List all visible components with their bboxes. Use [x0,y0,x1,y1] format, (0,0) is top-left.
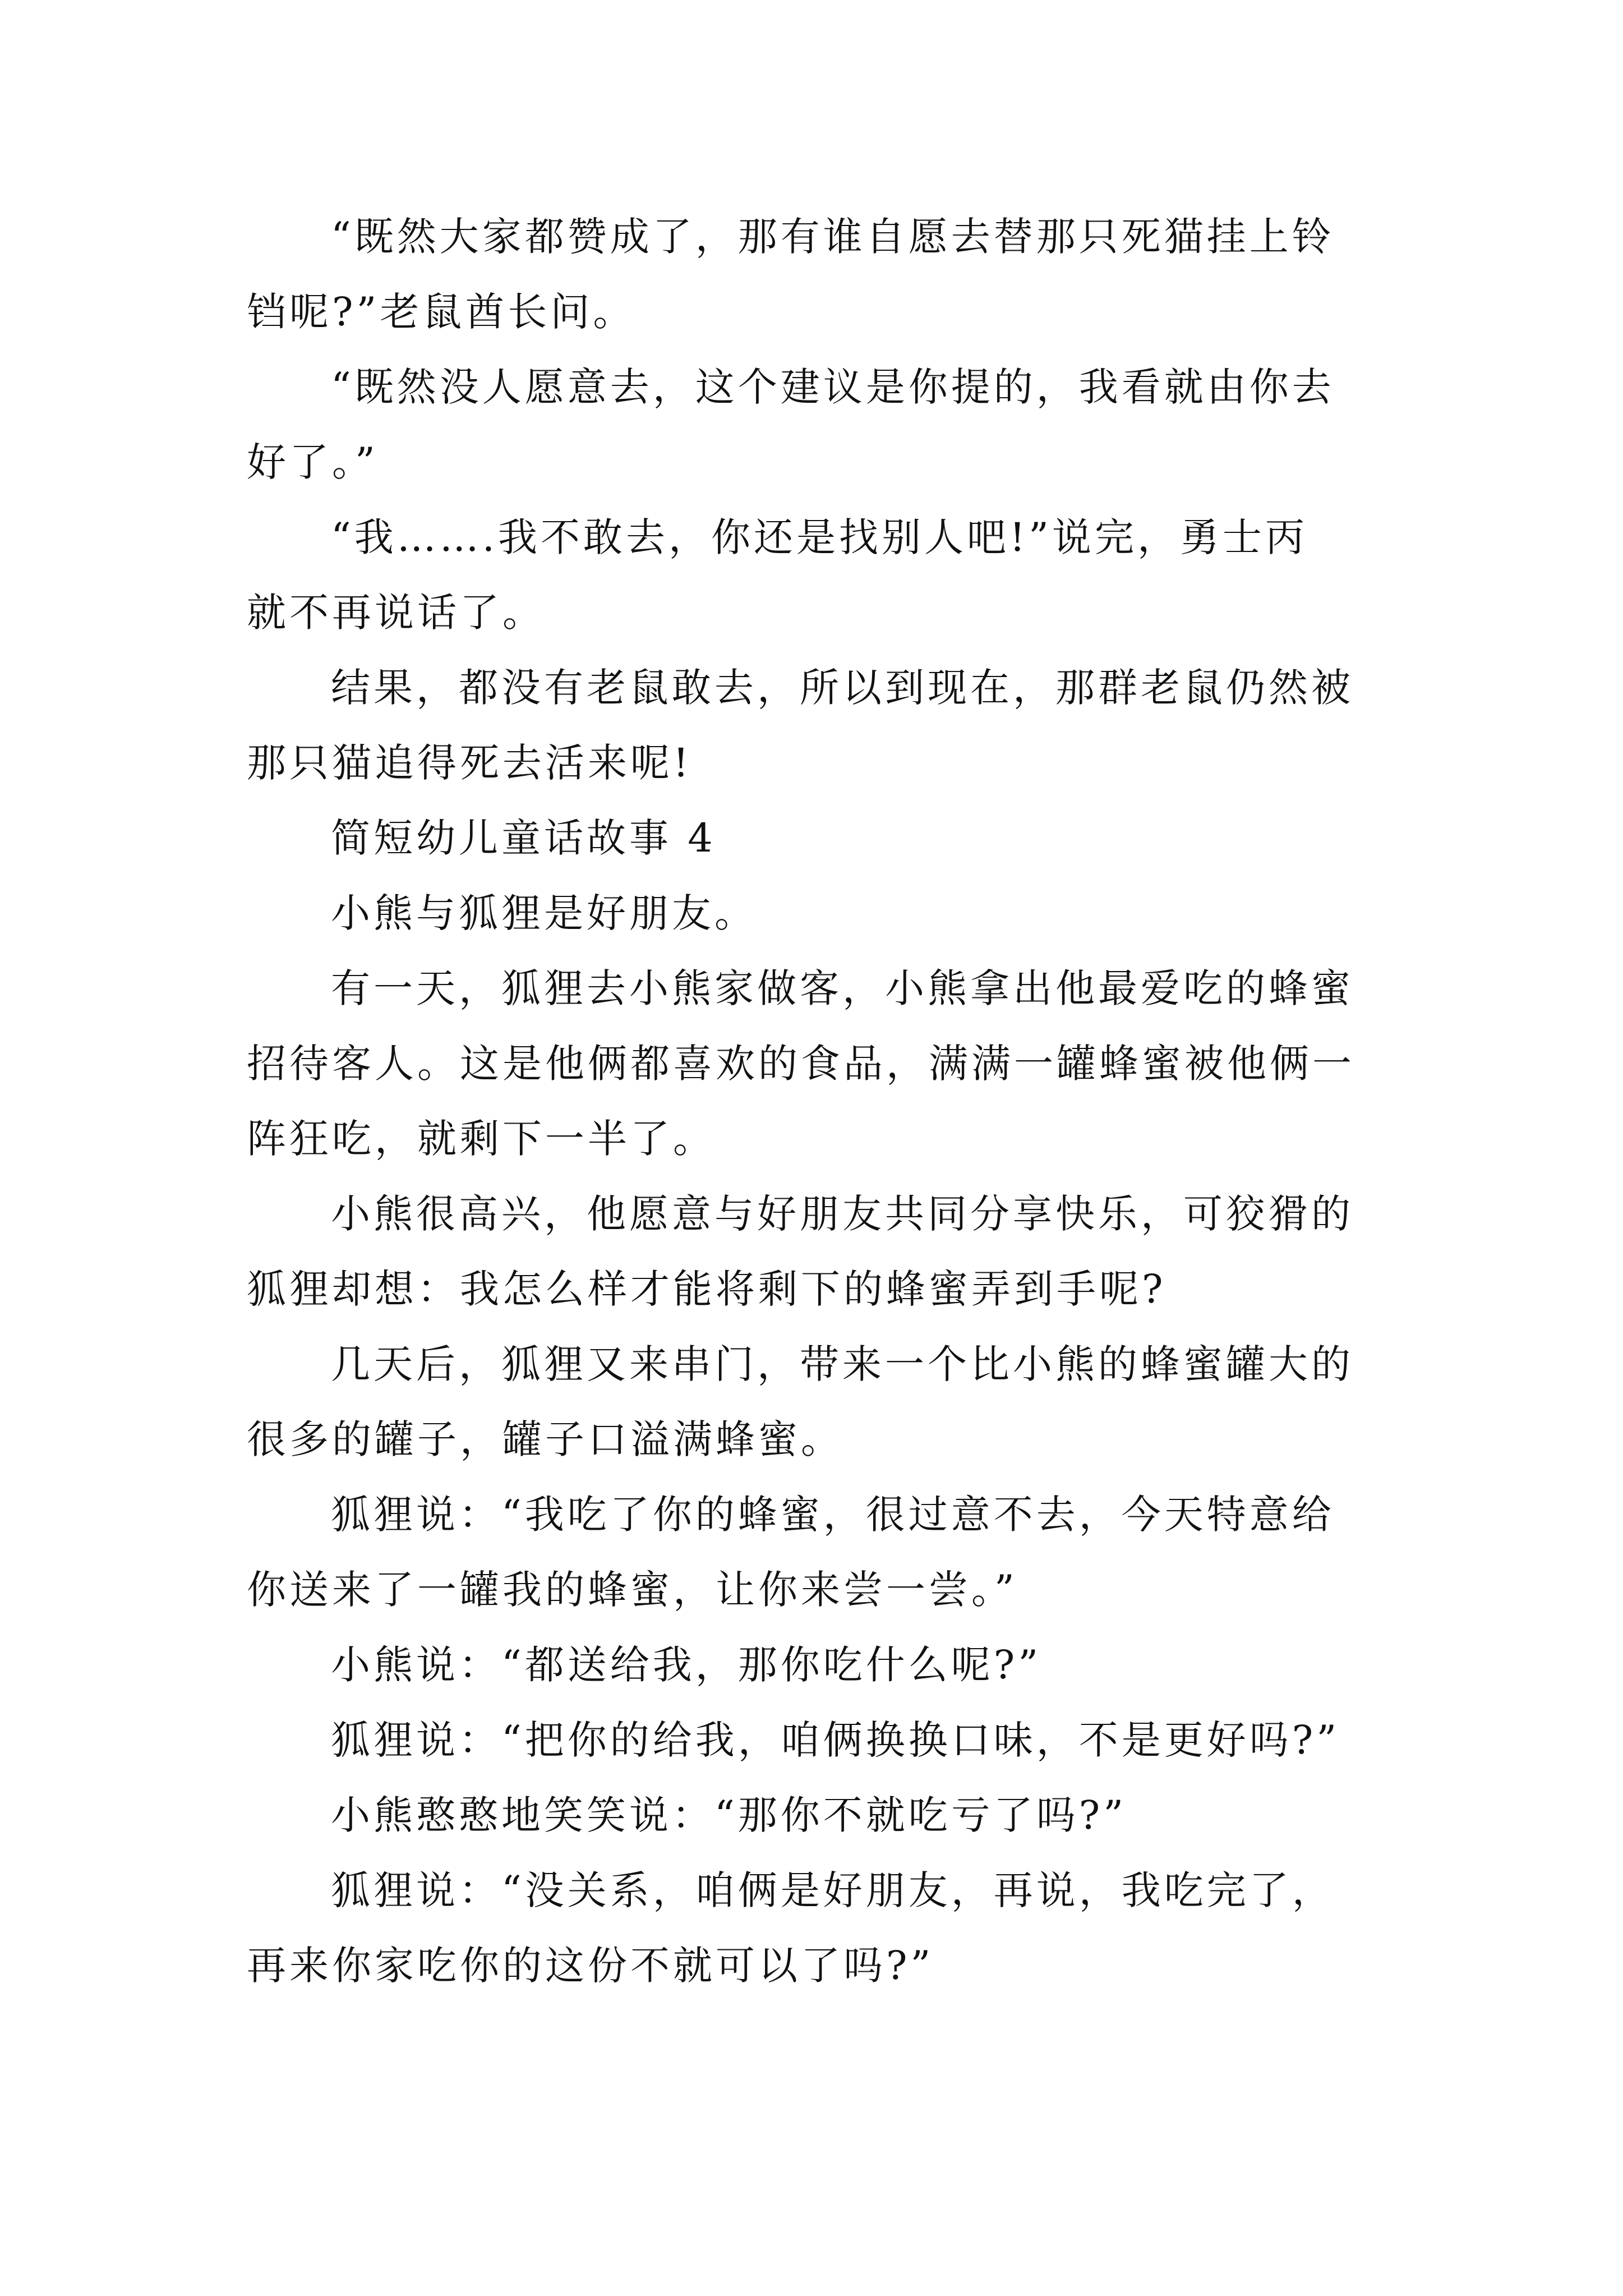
paragraph-line: “既然大家都赞成了，那有谁自愿去替那只死猫挂上铃 [331,214,1335,260]
paragraph-line: 狐狸却想：我怎么样才能将剩下的蜂蜜弄到手呢? [247,1266,1166,1312]
paragraph-line: 结果，都没有老鼠敢去，所以到现在，那群老鼠仍然被 [331,665,1354,711]
paragraph-line: 狐狸说：“把你的给我，咱俩换换口味，不是更好吗?” [331,1717,1340,1763]
paragraph-line: 阵狂吃，就剩下一半了。 [247,1116,716,1162]
section-heading: 简短幼儿童话故事 4 [331,815,716,861]
paragraph-line: 几天后，狐狸又来串门，带来一个比小熊的蜂蜜罐大的 [331,1341,1354,1387]
paragraph-line: 好了。” [247,439,379,485]
paragraph-line: 小熊说：“都送给我，那你吃什么呢?” [331,1642,1042,1688]
paragraph-line: 铛呢?”老鼠酋长问。 [247,289,636,335]
paragraph-line: “我…….我不敢去，你还是找别人吧!”说完，勇士丙 [331,514,1308,560]
paragraph-line: 那只猫追得死去活来呢! [247,740,693,786]
paragraph-line: 狐狸说：“没关系，咱俩是好朋友，再说，我吃完了， [331,1867,1335,1913]
paragraph-line: “既然没人愿意去，这个建议是你提的，我看就由你去 [331,364,1335,410]
paragraph-line: 狐狸说：“我吃了你的蜂蜜，很过意不去，今天特意给 [331,1492,1335,1538]
paragraph-line: 很多的罐子，罐子口溢满蜂蜜。 [247,1416,843,1462]
paragraph-line: 小熊憨憨地笑笑说：“那你不就吃亏了吗?” [331,1792,1127,1838]
paragraph-line: 小熊很高兴，他愿意与好朋友共同分享快乐，可狡猾的 [331,1191,1354,1237]
paragraph-line: 招待客人。这是他俩都喜欢的食品，满满一罐蜂蜜被他俩一 [247,1041,1355,1087]
paragraph-line: 再来你家吃你的这份不就可以了吗?” [247,1943,934,1989]
paragraph-line: 小熊与狐狸是好朋友。 [331,890,757,936]
document-body [247,199,1391,2003]
paragraph-line: 你送来了一罐我的蜂蜜，让你来尝一尝。” [247,1567,1018,1613]
paragraph-line: 就不再说话了。 [247,590,545,636]
paragraph-line: 有一天，狐狸去小熊家做客，小熊拿出他最爱吃的蜂蜜 [331,965,1354,1011]
